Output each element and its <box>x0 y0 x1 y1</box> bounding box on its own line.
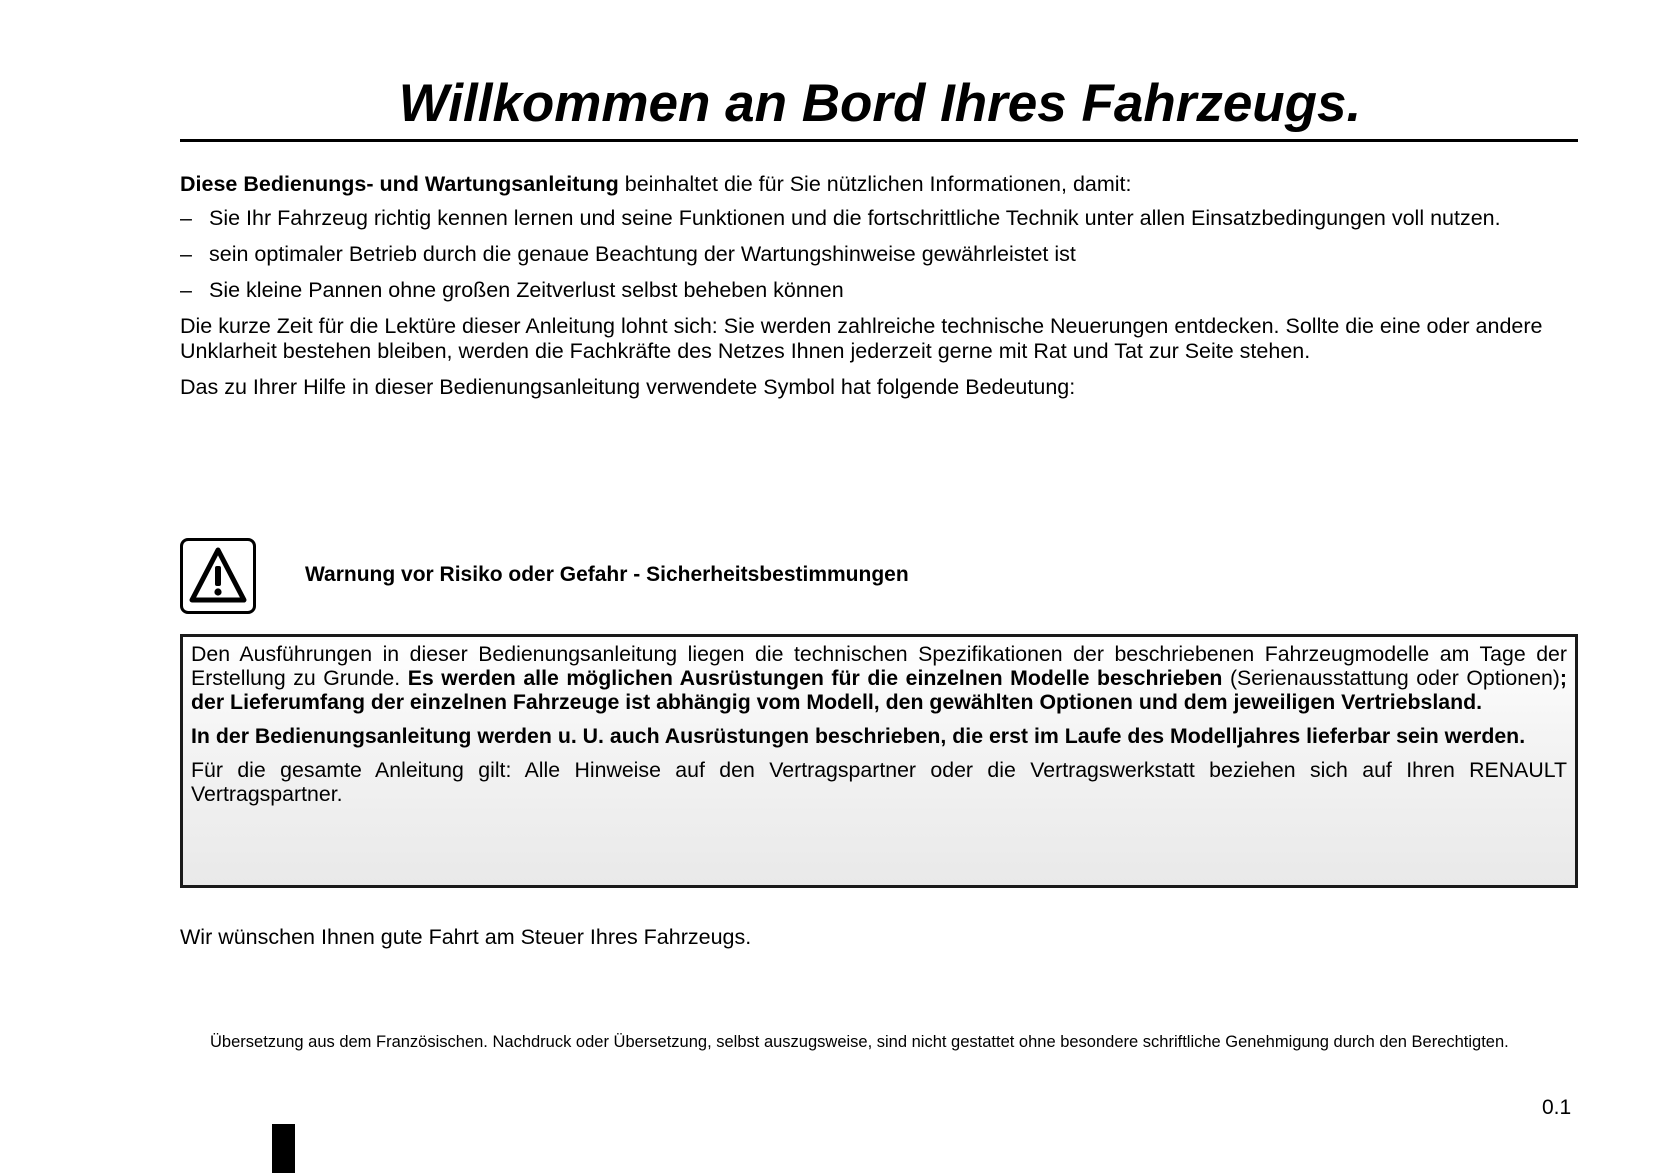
page-number: 0.1 <box>1542 1096 1572 1119</box>
intro-paragraph: Die kurze Zeit für die Lektüre dieser Anleitung lohnt sich: Sie werden zahlreiche technische Neuerungen entdecken. Sollte die eine oder andere Unklarheit bestehen bleiben, werden die Fachkräfte des Netzes Ihnen jederzeit gerne mit Rat und Tat zur Seite stehen. <box>180 314 1543 363</box>
bullet-dash: – <box>180 242 192 266</box>
page-title: Willkommen an Bord Ihres Fahrzeugs. <box>398 74 1362 133</box>
manual-name: Diese Bedienungs- und Wartungsanleitung <box>180 172 619 196</box>
intro-lead-text: beinhaltet die für Sie nützlichen Informationen, damit: <box>618 172 1132 196</box>
bullet-text: Sie kleine Pannen ohne großen Zeitverlust selbst beheben können <box>209 278 844 302</box>
bullet-dash: – <box>180 278 192 302</box>
title-divider <box>180 139 1578 142</box>
notice-paragraph <box>191 642 1567 714</box>
notice-text-bold: Es werden alle möglichen Ausrüstungen für die einzelnen Modelle beschrieben <box>407 666 1223 690</box>
notice-text-bold: ; der Lieferumfang der einzelnen Fahrzeuge ist abhängig vom Modell, den gewählten Optionen und dem jeweiligen Vertriebsland. <box>191 666 1567 714</box>
notice-box <box>180 634 1578 888</box>
copyright-footnote: Übersetzung aus dem Französischen. Nachdruck oder Übersetzung, selbst auszugsweise, sind nicht gestattet ohne besondere schriftliche Genehmigung durch den Berechtigten. <box>210 1033 1509 1051</box>
intro-section <box>180 172 1580 411</box>
notice-text: (Serienausstattung oder Optionen) <box>1222 666 1560 690</box>
bullet-dash: – <box>180 206 192 230</box>
notice-paragraph-bold: In der Bedienungsanleitung werden u. U. auch Ausrüstungen beschrieben, die erst im Laufe des Modelljahres lieferbar sein werden. <box>191 724 1526 748</box>
warning-symbol-label: Warnung vor Risiko oder Gefahr - Sicherheitsbestimmungen <box>305 563 909 586</box>
notice-paragraph: Für die gesamte Anleitung gilt: Alle Hinweise auf den Vertragspartner oder die Vertragswerkstatt beziehen sich auf Ihren RENAULT Vertragspartner. <box>191 758 1567 806</box>
bullet-text: sein optimaler Betrieb durch die genaue Beachtung der Wartungshinweise gewährleistet ist <box>209 242 1076 266</box>
section-thumb-tab <box>272 1124 295 1173</box>
bullet-text: Sie Ihr Fahrzeug richtig kennen lernen und seine Funktionen und die fortschrittliche Technik unter allen Einsatzbedingungen voll nutzen. <box>209 206 1501 230</box>
list-item <box>180 242 1580 267</box>
notice-text: Den Ausführungen in dieser Bedienungsanleitung liegen die technischen Spezifikationen der beschriebenen Fahrzeugmodelle am Tage der Erstellung zu Grunde. <box>191 642 1567 690</box>
list-item <box>180 278 1580 303</box>
symbol-intro-paragraph: Das zu Ihrer Hilfe in dieser Bedienungsanleitung verwendete Symbol hat folgende Bedeutung: <box>180 375 1076 399</box>
closing-line: Wir wünschen Ihnen gute Fahrt am Steuer Ihres Fahrzeugs. <box>180 925 752 949</box>
intro-lead <box>180 172 1580 197</box>
warning-triangle-icon <box>180 538 256 614</box>
list-item <box>180 206 1580 231</box>
